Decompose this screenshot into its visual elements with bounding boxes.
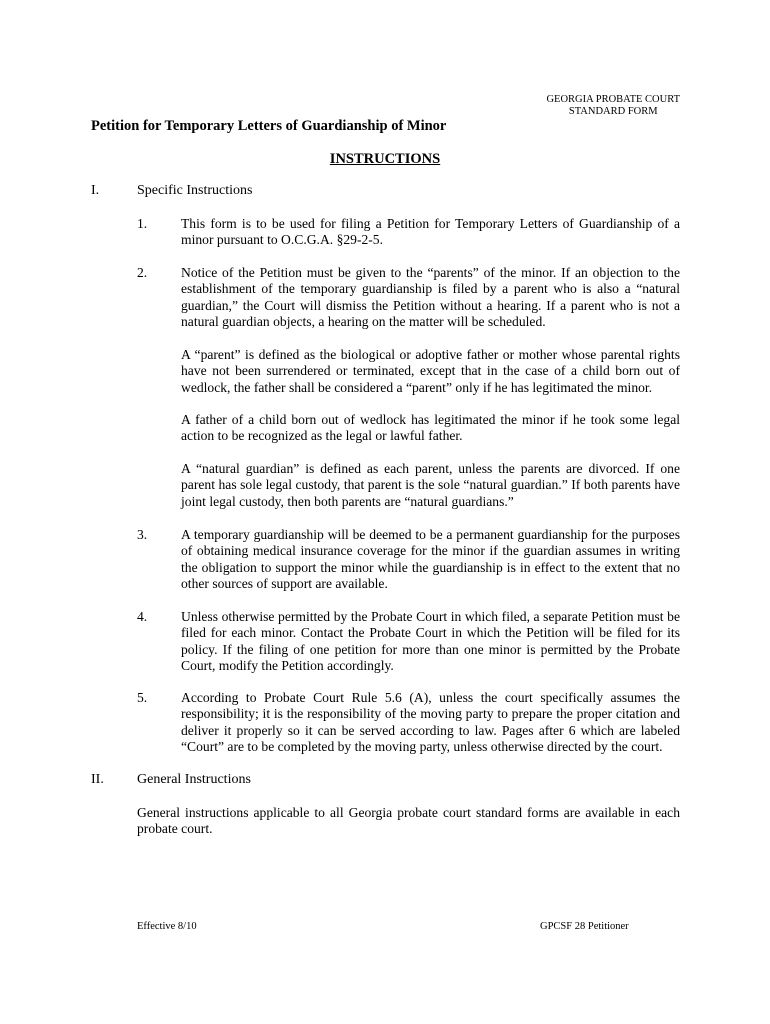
item-text: Notice of the Petition must be given to the “parents” of the minor. If an objection to the establishment of the temporary guardianship is filed by a parent who is also a “natural guardian,” the Court will dismiss the Petition without a hearing. If a parent who is not a natural guardian objects, a hearing on the matter will be scheduled. — [181, 265, 680, 330]
natural-guardian-paragraph: A “natural guardian” is defined as each parent, unless the parents are divorced. If one parent has sole legal custody, that parent is the sole “natural guardian.” If both parents have joint legal custody, then both parents are “natural guardians.” — [181, 461, 680, 509]
court-name: GEORGIA PROBATE COURT — [546, 94, 680, 105]
item-number: 4. — [137, 609, 148, 624]
court-header — [546, 94, 680, 118]
section-label: Specific Instructions — [137, 183, 253, 198]
section-number: I. — [91, 183, 100, 198]
instructions-heading: INSTRUCTIONS — [329, 151, 441, 167]
form-title: Petition for Temporary Letters of Guardianship of Minor — [91, 118, 447, 134]
general-instructions-text: General instructions applicable to all Georgia probate court standard forms are available in each probate court. — [137, 805, 680, 837]
item-number: 3. — [137, 527, 148, 542]
item-text: A temporary guardianship will be deemed to be a permanent guardianship for the purposes of obtaining medical insurance coverage for the minor if the guardian assumes in writing the obligation to support the minor while the guardianship is in effect to the extent that no other sources of support are available. — [181, 527, 680, 592]
item-number: 2. — [137, 265, 148, 280]
legitimation-paragraph: A father of a child born out of wedlock has legitimated the minor if he took some legal action to be recognized as the legal or lawful father. — [181, 412, 680, 444]
effective-date: Effective 8/10 — [137, 921, 197, 932]
item-text: According to Probate Court Rule 5.6 (A), unless the court specifically assumes the responsibility; it is the responsibility of the moving party to prepare the proper citation and deliver it properly so it can be served according to law. Pages after 6 which are labeled “Court” are to be completed by the moving party, unless otherwise directed by the court. — [181, 690, 680, 755]
item-text: This form is to be used for filing a Petition for Temporary Letters of Guardianship of a minor pursuant to O.C.G.A. §29-2-5. — [181, 216, 680, 248]
item-number: 5. — [137, 690, 148, 705]
form-id: GPCSF 28 Petitioner — [540, 921, 629, 932]
item-text: Unless otherwise permitted by the Probate Court in which filed, a separate Petition must be filed for each minor. Contact the Probate Court in which the Petition will be filed for its policy. If the filing of one petition for more than one minor is permitted by the Probate Court, modify the Petition accordingly. — [181, 609, 680, 674]
parent-definition-paragraph: A “parent” is defined as the biological or adoptive father or mother whose parental rights have not been surrendered or terminated, except that in the case of a child born out of wedlock, the father shall be considered a “parent” only if he has legitimated the minor. — [181, 347, 680, 395]
section-label: General Instructions — [137, 772, 251, 787]
section-number: II. — [91, 772, 104, 787]
item-number: 1. — [137, 216, 148, 231]
form-type: STANDARD FORM — [568, 106, 658, 117]
